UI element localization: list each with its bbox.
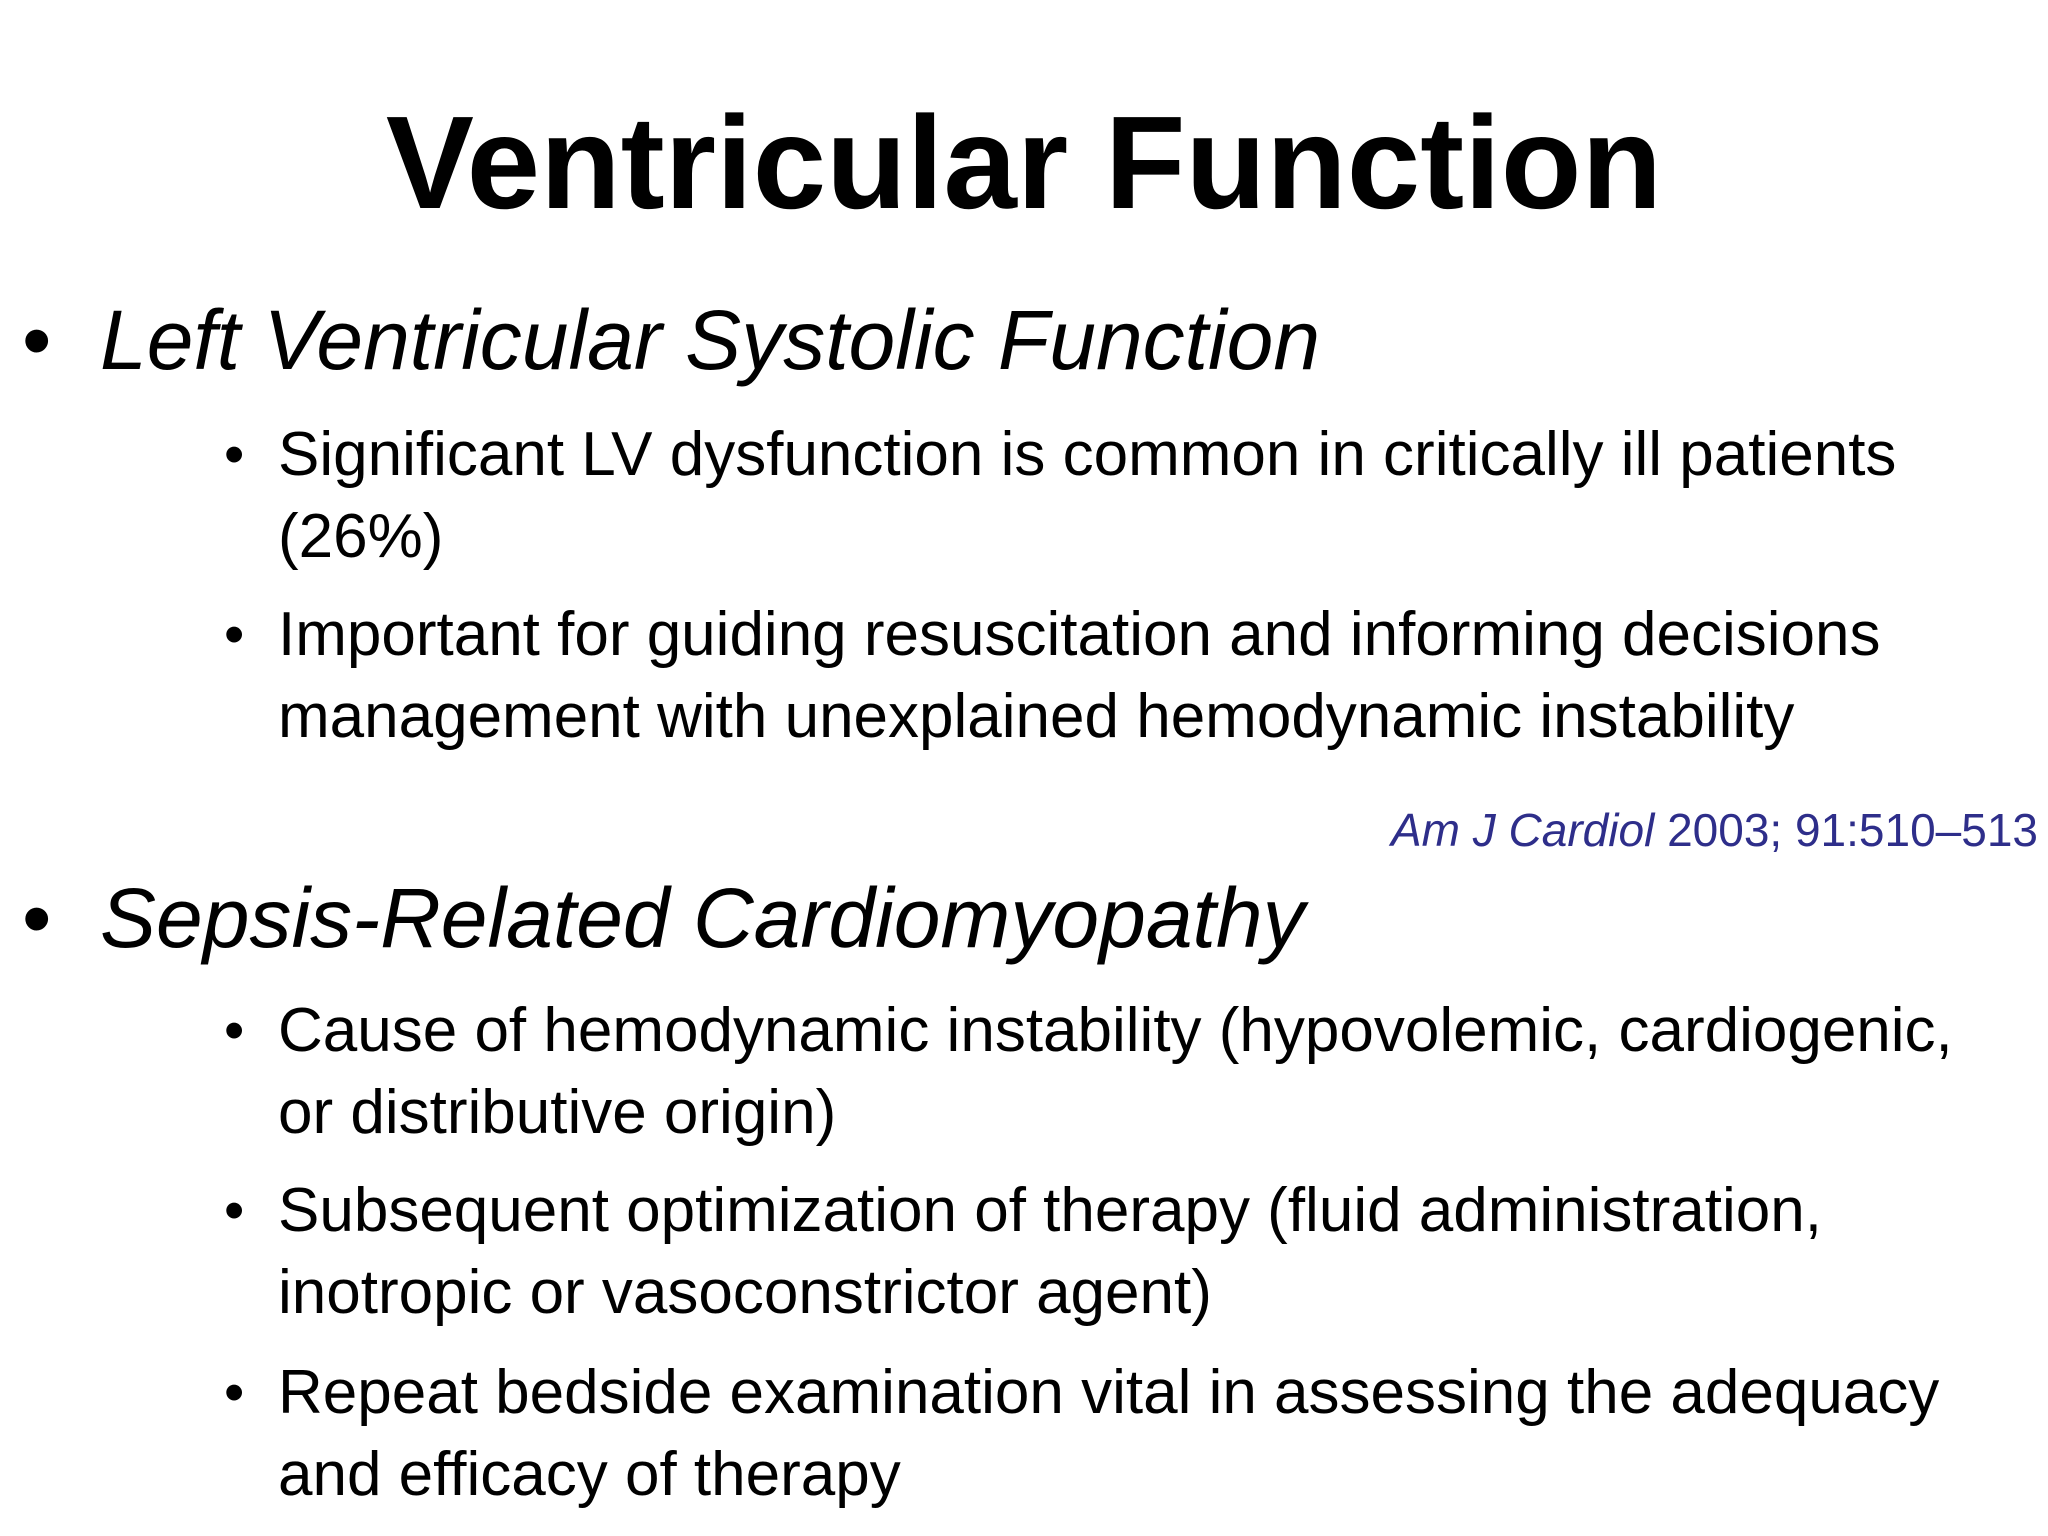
bullet-icon: • [224,998,245,1063]
list-item-text: Important for guiding resuscitation and informing decisions management with unexplained hemodynamic instability [278,600,1881,751]
bullet-icon: • [224,1178,245,1243]
section-heading-text: Sepsis-Related Cardiomyopathy [100,871,1305,965]
slide-title: Ventricular Function [385,89,1663,236]
citation [1300,802,2038,858]
citation-journal: Am J Cardiol [1391,804,1655,856]
section-heading-text: Left Ventricular Systolic Function [100,293,1321,387]
list-item-text: Repeat bedside examination vital in assessing the adequacy and efficacy of therapy [278,1358,1940,1509]
bullet-icon: • [224,602,245,667]
bullet-icon: • [22,293,52,387]
list-item-text: Cause of hemodynamic instability (hypovolemic, cardiogenic, or distributive origin) [278,996,1953,1147]
citation-details: 2003; 91:510–513 [1654,804,2038,856]
bullet-icon: • [22,871,52,965]
bullet-icon: • [224,1360,245,1425]
list-item-text: Subsequent optimization of therapy (fluid administration, inotropic or vasoconstrictor agent) [278,1176,1822,1327]
list-item-text: Significant LV dysfunction is common in critically ill patients (26%) [278,420,1897,571]
bullet-icon: • [224,422,245,487]
